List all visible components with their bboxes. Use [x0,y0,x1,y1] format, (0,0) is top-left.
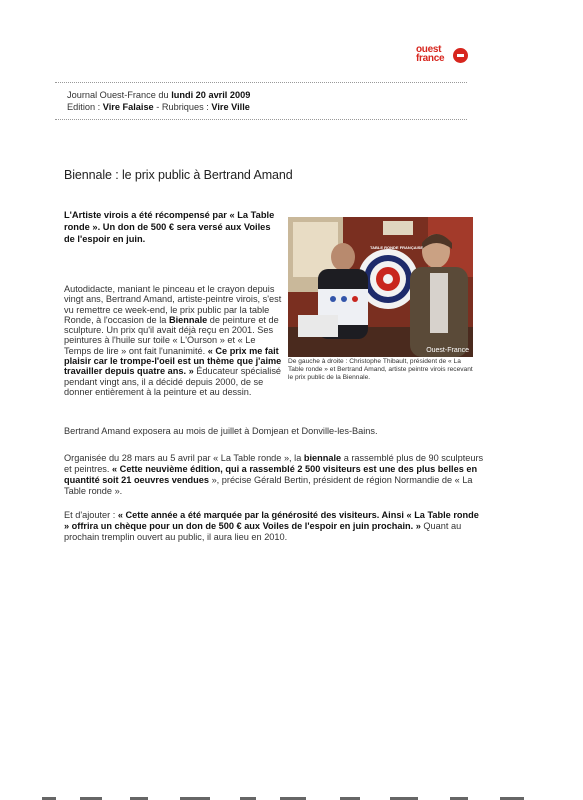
rubriques-label: - Rubriques : [153,102,212,112]
paragraph-1 [64,284,282,397]
publication-date: lundi 20 avril 2009 [171,90,251,100]
photo-caption: De gauche à droite : Christophe Thibault, président de « La Table ronde » et Bertrand Amand, artiste peintre virois recevant le prix public de la Biennale. [288,358,473,381]
p1-text-c: de peinture et de sculpture. Un prix qu'il avait déjà reçu en 2001. Ses peintures à l'huile sur toile « L'Ourson » et « Le Temps de lire » ont fait l'unanimité. [64,314,279,356]
p2-text-a: Organisée du 28 mars au 5 avril par « La Table ronde », la [64,453,304,463]
edition-name: Vire Falaise [102,102,154,112]
paragraph-2 [64,453,484,497]
article-photo [288,217,473,357]
article-title: Biennale : le prix public à Bertrand Amand [64,168,293,182]
p3-text-a: Et d'ajouter : [64,510,118,520]
rubrique-name: Vire Ville [211,102,250,112]
logo-mark-icon [453,48,468,63]
logo-wordmark [416,45,444,63]
paragraph-3 [64,510,484,543]
paragraph-1-end: Bertrand Amand exposera au mois de juillet à Domjean et Donville-les-Bains. [64,426,378,436]
p1-text-a: Autodidacte, maniant le pinceau et le crayon depuis vingt ans, Bertrand Amand, artiste-peintre virois, s'est vu remettre ce week-end, le prix public par la table Ronde, à l'occasion de la [64,284,282,325]
p3-text-c: Quant au prochain tremplin ouvert au public, il aura lieu en 2010. [64,521,462,542]
publication-info [55,82,467,120]
journal-label: Journal Ouest-France du [67,90,172,100]
p1-highlight: Biennale [168,314,208,325]
p3-quote: « Cette année a été marquée par la générosité des visiteurs. Ainsi « La Table ronde » offrira un chèque pour un don de 500 € aux Voiles de l'espoir en juin prochain. » [64,510,479,531]
p2-text-c: a rassemblé plus de 90 sculpteurs et peintres. [64,453,484,474]
p2-highlight: biennale [303,453,342,463]
p2-quote: « Cette neuvième édition, qui a rassemblé 2 500 visiteurs est une des plus belles en quantité soit 21 oeuvres vendues [64,464,478,485]
p1-text-e: Éducateur spécialisé pendant vingt ans, il a décidé depuis 2000, de se donner entièrement à la peinture et au dessin. [64,366,282,397]
photo-sign-text: TABLE RONDE FRANÇAISE [370,245,424,250]
cropped-text-line [40,796,540,800]
logo-line1: ouest [416,44,442,55]
ouest-france-logo [416,44,476,68]
photo-illustration [288,217,473,357]
p1-quote: « Ce prix me fait plaisir car le trompe-l'oeil est un thème que j'aime travailler depuis quatre ans. » [64,345,282,377]
article-lead: L'Artiste virois a été récompensé par « La Table ronde ». Un don de 500 € sera versé aux Voiles de l'espoir en juin. [64,210,275,244]
edition-line [67,101,455,113]
p2-text-e: », précise Gérald Bertin, président de région Normandie de « La Table ronde ». [64,475,473,496]
logo-line2: france [416,53,445,64]
edition-label: Edition : [67,102,103,112]
photo-credit: Ouest-France [426,347,469,354]
journal-line [67,89,455,101]
